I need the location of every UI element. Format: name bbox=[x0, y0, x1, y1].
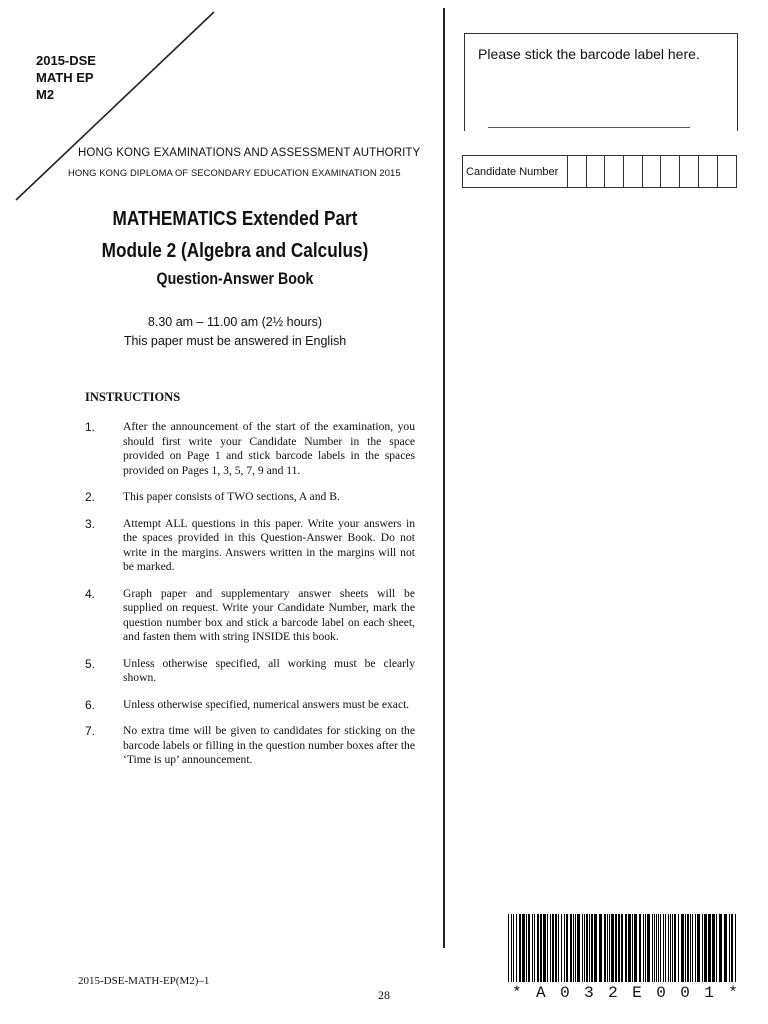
instruction-item bbox=[85, 724, 415, 768]
barcode-bar bbox=[674, 914, 676, 982]
barcode-bar bbox=[668, 914, 669, 982]
barcode-bar bbox=[561, 914, 562, 982]
barcode-bar bbox=[647, 914, 650, 982]
instruction-number: 2. bbox=[85, 490, 96, 504]
barcode-bar bbox=[639, 914, 641, 982]
barcode-bar bbox=[607, 914, 608, 982]
module-title: Module 2 (Algebra and Calculus) bbox=[101, 240, 369, 262]
instruction-number: 3. bbox=[85, 516, 96, 531]
barcode-bar bbox=[660, 914, 661, 982]
barcode-bar bbox=[621, 914, 623, 982]
barcode-bar bbox=[716, 914, 717, 982]
barcode-bar bbox=[704, 914, 707, 982]
barcode-bar bbox=[658, 914, 659, 982]
exam-name: HONG KONG DIPLOMA OF SECONDARY EDUCATION EXAMINATION 2015 bbox=[68, 167, 401, 178]
barcode-label-underline bbox=[488, 127, 690, 128]
page-number: 28 bbox=[378, 988, 390, 1002]
barcode-bar bbox=[594, 914, 597, 982]
barcode-bar bbox=[611, 914, 614, 982]
margin-divider-line bbox=[443, 8, 445, 948]
candidate-digit-box[interactable] bbox=[718, 156, 737, 187]
barcode-bar bbox=[681, 914, 684, 982]
barcode-bar bbox=[534, 914, 535, 982]
instruction-item bbox=[85, 517, 415, 575]
barcode-bar bbox=[628, 914, 631, 982]
instruction-number: 4. bbox=[85, 586, 96, 601]
barcode-bar bbox=[537, 914, 539, 982]
barcode-bar bbox=[547, 914, 548, 982]
instruction-text: After the announcement of the start of the examination, you should first write your Candidate Number in the space provided on Page 1 and stick barcode labels in the spaces provided on Pages 1, 3, 5, 7, 9 and 11. bbox=[123, 420, 415, 477]
barcode-bar bbox=[719, 914, 722, 982]
barcode-bar bbox=[591, 914, 593, 982]
candidate-digit-box[interactable] bbox=[624, 156, 643, 187]
barcode-bar bbox=[663, 914, 664, 982]
barcode-bar bbox=[643, 914, 644, 982]
barcode-char: A bbox=[536, 984, 546, 1002]
instruction-number: 6. bbox=[85, 697, 96, 712]
barcode-bar bbox=[692, 914, 693, 982]
barcode-char: 1 bbox=[704, 984, 714, 1002]
barcode-bar bbox=[550, 914, 551, 982]
paper-code-line-3: M2 bbox=[36, 87, 55, 102]
barcode-bar bbox=[695, 914, 696, 982]
barcode-char: E bbox=[632, 984, 642, 1002]
barcode-bar bbox=[540, 914, 542, 982]
barcode-bar bbox=[702, 914, 703, 982]
barcode-char: 0 bbox=[680, 984, 690, 1002]
candidate-number-label: Candidate Number bbox=[463, 156, 568, 187]
candidate-digit-box[interactable] bbox=[680, 156, 699, 187]
barcode-bar bbox=[516, 914, 517, 982]
barcode-bar bbox=[570, 914, 572, 982]
barcode-bar bbox=[697, 914, 700, 982]
barcode-bar bbox=[632, 914, 633, 982]
barcode-bar bbox=[528, 914, 530, 982]
instruction-item bbox=[85, 698, 415, 713]
authority-name: HONG KONG EXAMINATIONS AND ASSESSMENT AUTHORITY bbox=[78, 147, 421, 159]
barcode-bar bbox=[609, 914, 610, 982]
instruction-item bbox=[85, 490, 415, 505]
barcode-bar bbox=[599, 914, 602, 982]
instructions-heading: INSTRUCTIONS bbox=[85, 390, 181, 404]
barcode-bar bbox=[586, 914, 588, 982]
barcode-bar bbox=[522, 914, 525, 982]
candidate-digit-box[interactable] bbox=[587, 156, 606, 187]
book-title: Question-Answer Book bbox=[156, 270, 314, 288]
exam-time: 8.30 am – 11.00 am (2½ hours) bbox=[147, 315, 323, 329]
instructions-list bbox=[85, 420, 415, 780]
subject-title: MATHEMATICS Extended Part bbox=[112, 208, 358, 230]
barcode-bar bbox=[652, 914, 653, 982]
barcode-char: 2 bbox=[608, 984, 618, 1002]
barcode-label-instruction: Please stick the barcode label here. bbox=[478, 46, 700, 62]
barcode-bar bbox=[654, 914, 655, 982]
barcode-bar bbox=[589, 914, 590, 982]
barcode-bar bbox=[532, 914, 533, 982]
barcode-bar bbox=[618, 914, 620, 982]
instruction-text: Unless otherwise specified, all working must be clearly shown. bbox=[123, 656, 415, 684]
barcode-bar bbox=[508, 914, 509, 982]
instruction-number: 1. bbox=[85, 420, 96, 434]
barcode-bar bbox=[582, 914, 583, 982]
barcode-char: * bbox=[728, 984, 738, 1002]
barcode-bar bbox=[555, 914, 557, 982]
barcode-bar bbox=[575, 914, 576, 982]
candidate-digit-box[interactable] bbox=[643, 156, 662, 187]
barcode-bar bbox=[672, 914, 673, 982]
barcode-image bbox=[508, 914, 738, 982]
instruction-item bbox=[85, 587, 415, 645]
barcode-bar bbox=[519, 914, 521, 982]
instruction-item bbox=[85, 657, 415, 686]
barcode-bar bbox=[645, 914, 646, 982]
barcode-bar bbox=[665, 914, 666, 982]
barcode-bar bbox=[724, 914, 727, 982]
barcode-bar bbox=[634, 914, 637, 982]
instruction-text: This paper consists of TWO sections, A and B. bbox=[123, 490, 340, 503]
barcode-char: 3 bbox=[584, 984, 594, 1002]
barcode-bar bbox=[656, 914, 657, 982]
instruction-item bbox=[85, 420, 415, 478]
instruction-number: 7. bbox=[85, 724, 96, 738]
barcode-bar bbox=[526, 914, 527, 982]
instruction-text: Graph paper and supplementary answer sheets will be supplied on request. Write your Candidate Number, mark the question number box and stick a barcode label on each sheet, and fasten them with string INSIDE this book. bbox=[123, 586, 415, 643]
barcode-bar bbox=[625, 914, 627, 982]
paper-code-block bbox=[36, 52, 96, 103]
candidate-digit-box[interactable] bbox=[568, 156, 587, 187]
barcode-char: * bbox=[512, 984, 522, 1002]
candidate-digit-box[interactable] bbox=[605, 156, 624, 187]
barcode-bar bbox=[564, 914, 565, 982]
candidate-digit-box[interactable] bbox=[661, 156, 680, 187]
barcode-bar bbox=[552, 914, 554, 982]
instruction-text: No extra time will be given to candidates for sticking on the barcode labels or filling in the question number boxes after the ‘Time is up’ announcement. bbox=[123, 724, 415, 766]
barcode-bar bbox=[604, 914, 606, 982]
barcode-caption bbox=[512, 984, 738, 1002]
candidate-number-field[interactable] bbox=[462, 155, 737, 188]
barcode-bar bbox=[731, 914, 733, 982]
instruction-text: Attempt ALL questions in this paper. Write your answers in the spaces provided in this Question-Answer Book. Do not write in the margins. Answers written in the margins will not be marked. bbox=[123, 516, 415, 573]
diagonal-slash-line bbox=[0, 0, 230, 210]
instruction-text: Unless otherwise specified, numerical answers must be exact. bbox=[123, 697, 410, 711]
barcode-bar bbox=[615, 914, 617, 982]
barcode-bar bbox=[735, 914, 736, 982]
barcode-bar bbox=[685, 914, 686, 982]
barcode-bar bbox=[729, 914, 730, 982]
barcode-bar bbox=[511, 914, 512, 982]
barcode-bar bbox=[712, 914, 715, 982]
barcode-bar bbox=[573, 914, 574, 982]
barcode-bar bbox=[678, 914, 679, 982]
language-note: This paper must be answered in English bbox=[123, 334, 347, 348]
barcode-bar bbox=[690, 914, 691, 982]
barcode-bar bbox=[584, 914, 585, 982]
barcode-char: 0 bbox=[656, 984, 666, 1002]
paper-code-line-1: 2015-DSE bbox=[36, 53, 96, 68]
barcode-bar bbox=[558, 914, 559, 982]
barcode-bar bbox=[708, 914, 711, 982]
barcode-bar bbox=[687, 914, 689, 982]
barcode-char: 0 bbox=[560, 984, 570, 1002]
footer-paper-code: 2015-DSE-MATH-EP(M2)–1 bbox=[78, 975, 210, 987]
paper-code-line-2: MATH EP bbox=[36, 70, 94, 85]
barcode-bar bbox=[670, 914, 671, 982]
barcode-bar bbox=[543, 914, 546, 982]
instruction-number: 5. bbox=[85, 656, 96, 671]
candidate-digit-box[interactable] bbox=[699, 156, 718, 187]
barcode-bar bbox=[566, 914, 568, 982]
barcode-bar bbox=[577, 914, 580, 982]
barcode-bar bbox=[513, 914, 514, 982]
